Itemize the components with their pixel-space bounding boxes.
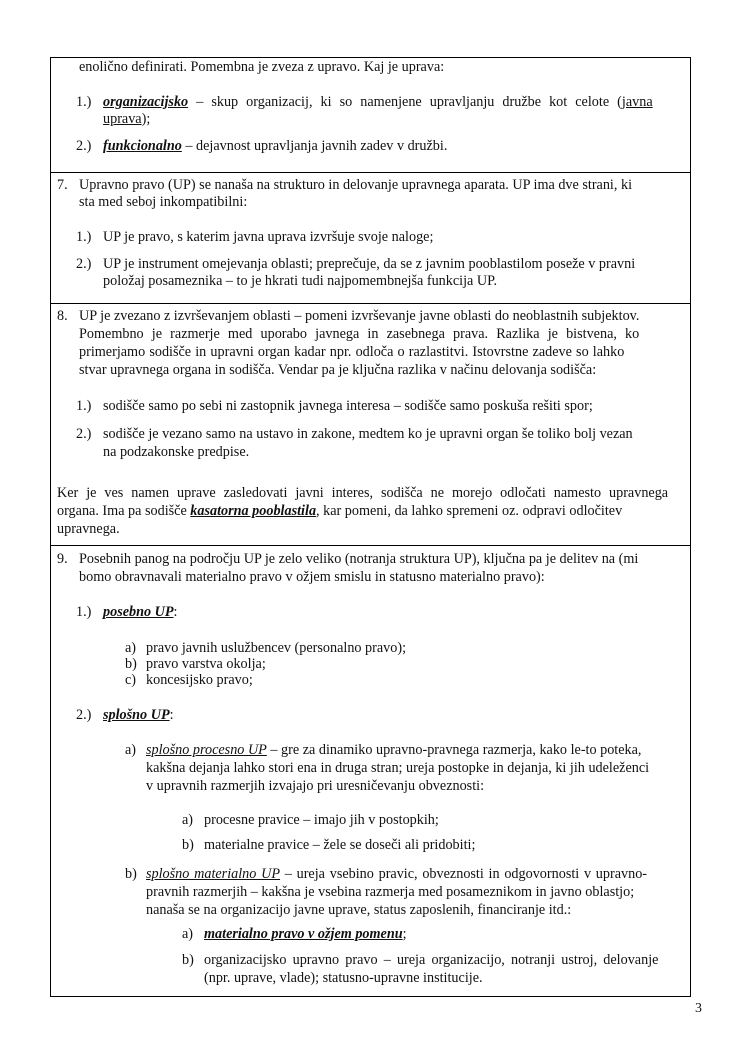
colon: : xyxy=(169,707,174,723)
link-uprava: uprava xyxy=(103,111,142,127)
content-table xyxy=(50,57,691,997)
item-marker: 2.) xyxy=(76,138,92,154)
intro-item-2 xyxy=(76,138,91,156)
row-section-9 xyxy=(51,545,690,997)
term-splosno-up: splošno UP xyxy=(103,707,170,723)
item-marker: c) xyxy=(125,672,137,688)
materialno-line2: pravnih razmerjih – kakšna je vsebina razmerja med posameznikom in javno oblastjo; xyxy=(146,884,635,900)
section-8-line4: stvar upravnega organa in sodišča. Vendar pa je ključna razlika v načinu delovanja sodišča: xyxy=(79,362,597,378)
materialno-line3: nanaša se na organizacijo javne uprave, status zaposlenih, financiranje itd.: xyxy=(146,902,572,918)
materialno-line1 xyxy=(146,866,647,884)
intro-item-2-text xyxy=(103,138,447,156)
section-9-line2: bomo obravnavali materialno pravo v ožjem smislu in statusno materialno pravo): xyxy=(79,569,545,585)
materialno-item-b-line1: organizacijsko upravno pravo – ureja organizacijo, notranji ustroj, delovanje xyxy=(204,952,659,968)
procesno-line1 xyxy=(146,742,641,760)
item-marker: 1.) xyxy=(76,94,92,110)
procesno-item-b: materialne pravice – žele se doseči ali pridobiti; xyxy=(204,837,476,853)
semicolon: ; xyxy=(402,926,407,942)
colon: : xyxy=(173,604,178,620)
intro-item-1-rest: – skup organizacij, ki so namenjene upravljanju družbe kot celote ( xyxy=(188,94,622,110)
item-marker: 2.) xyxy=(76,256,92,272)
section-8-item-2-line2: na podzakonske predpise. xyxy=(103,444,250,460)
procesno-text: – gre za dinamiko upravno-pravnega razmerja, kako le-to poteka, xyxy=(266,742,642,758)
term-kasatorna-pooblastila: kasatorna pooblastila xyxy=(190,503,317,519)
item-marker: a) xyxy=(182,926,194,942)
section-8-line1: UP je zvezano z izvrševanjem oblasti – pomeni izvrševanje javne oblasti do neoblastnih subjektov. xyxy=(79,308,640,324)
term-funkcionalno: funkcionalno xyxy=(103,138,182,154)
section-9-line1: Posebnih panog na področju UP je zelo veliko (notranja struktura UP), ključna pa je delitev na (mi xyxy=(79,551,639,567)
section-8-line3: primerjamo sodišče in upravni organ kadar npr. odloča o razlastitvi. Istovrstne zadeve so lahko xyxy=(79,344,625,360)
section-number: 8. xyxy=(57,308,68,324)
intro-item-1 xyxy=(76,94,91,112)
section-8-conclusion-line1: Ker je ves namen uprave zasledovati javni interes, sodišča ne morejo odločati namesto upravnega xyxy=(57,485,669,501)
conclusion-text: organa. Ima pa sodišče xyxy=(57,503,191,519)
row-section-8 xyxy=(51,303,690,546)
intro-item-2-rest: – dejavnost upravljanja javnih zadev v družbi. xyxy=(181,138,448,154)
materialno-item-a xyxy=(204,926,407,944)
procesno-line3: v upravnih razmerjih izvajajo pri uresničevanju obveznosti: xyxy=(146,778,485,794)
link-javna: javna xyxy=(621,94,653,110)
posebno-up-heading xyxy=(103,604,178,622)
item-marker: 1.) xyxy=(76,604,92,620)
procesno-line2: kakšna dejanja lahko stori ena in druga stran; ureja postopke in dejanja, ki jih udeleženci xyxy=(146,760,650,776)
section-8-conclusion-line3: upravnega. xyxy=(57,521,120,537)
splosno-up-heading xyxy=(103,707,174,725)
intro-text: enolično definirati. Pomembna je zveza z upravo. Kaj je uprava: xyxy=(79,59,445,75)
item-marker: b) xyxy=(182,837,194,853)
procesno-item-a: procesne pravice – imajo jih v postopkih; xyxy=(204,812,439,828)
item-marker: a) xyxy=(125,742,137,758)
item-marker: b) xyxy=(125,866,137,882)
materialno-text: – ureja vsebino pravic, obveznosti in odgovornosti v upravno- xyxy=(280,866,648,882)
term-splosno-procesno-up: splošno procesno UP xyxy=(146,742,267,758)
item-marker: b) xyxy=(125,656,137,672)
posebno-item-a: pravo javnih uslužbencev (personalno pravo); xyxy=(146,640,407,656)
posebno-item-c: koncesijsko pravo; xyxy=(146,672,253,688)
section-8-item-1: sodišče samo po sebi ni zastopnik javnega interesa – sodišče samo poskuša rešiti spor; xyxy=(103,398,593,414)
item-marker: a) xyxy=(182,812,194,828)
item-marker: 2.) xyxy=(76,426,92,442)
section-8-item-2-line1: sodišče je vezano samo na ustavo in zakone, medtem ko je upravni organ še toliko bolj vezan xyxy=(103,426,633,442)
page-number: 3 xyxy=(695,1001,702,1016)
intro-item-1-line2 xyxy=(103,111,150,129)
row-section-7 xyxy=(51,172,690,303)
term-splosno-materialno-up: splošno materialno UP xyxy=(146,866,281,882)
section-number: 9. xyxy=(57,551,68,567)
item-marker: 2.) xyxy=(76,707,92,723)
item-marker: a) xyxy=(125,640,137,656)
item-marker: b) xyxy=(182,952,194,968)
section-7-item-2-line1: UP je instrument omejevanja oblasti; preprečuje, da se z javnim pooblastilom poseže v pravni xyxy=(103,256,636,272)
section-7-item-1: UP je pravo, s katerim javna uprava izvršuje svoje naloge; xyxy=(103,229,434,245)
term-posebno-up: posebno UP xyxy=(103,604,174,620)
materialno-item-b-line2: (npr. uprave, vlade); statusno-upravne institucije. xyxy=(204,970,483,986)
term-organizacijsko: organizacijsko xyxy=(103,94,189,110)
posebno-item-b: pravo varstva okolja; xyxy=(146,656,266,672)
item-marker: 1.) xyxy=(76,398,92,414)
section-8-line2: Pomembno je razmerje med uporabo javnega in zasebnega prava. Razlika je bistvena, ko xyxy=(79,326,640,342)
section-number: 7. xyxy=(57,177,68,193)
section-7-line2: sta med seboj inkompatibilni: xyxy=(79,194,248,210)
conclusion-text: , kar pomeni, da lahko spremeni oz. odpravi odločitev xyxy=(316,503,623,519)
section-8-conclusion-line2 xyxy=(57,503,622,521)
section-7-item-2-line2: položaj posameznika – to je hkrati tudi najpomembnejša funkcija UP. xyxy=(103,273,497,289)
section-7-line1: Upravno pravo (UP) se nanaša na strukturo in delovanje upravnega aparata. UP ima dve strani, ki xyxy=(79,177,633,193)
intro-item-1-text xyxy=(103,94,685,112)
item-marker: 1.) xyxy=(76,229,92,245)
row-intro xyxy=(51,58,690,172)
term-materialno-pravo-v-ozjem-pomenu: materialno pravo v ožjem pomenu xyxy=(204,926,403,942)
intro-item-1-end: ); xyxy=(141,111,151,127)
